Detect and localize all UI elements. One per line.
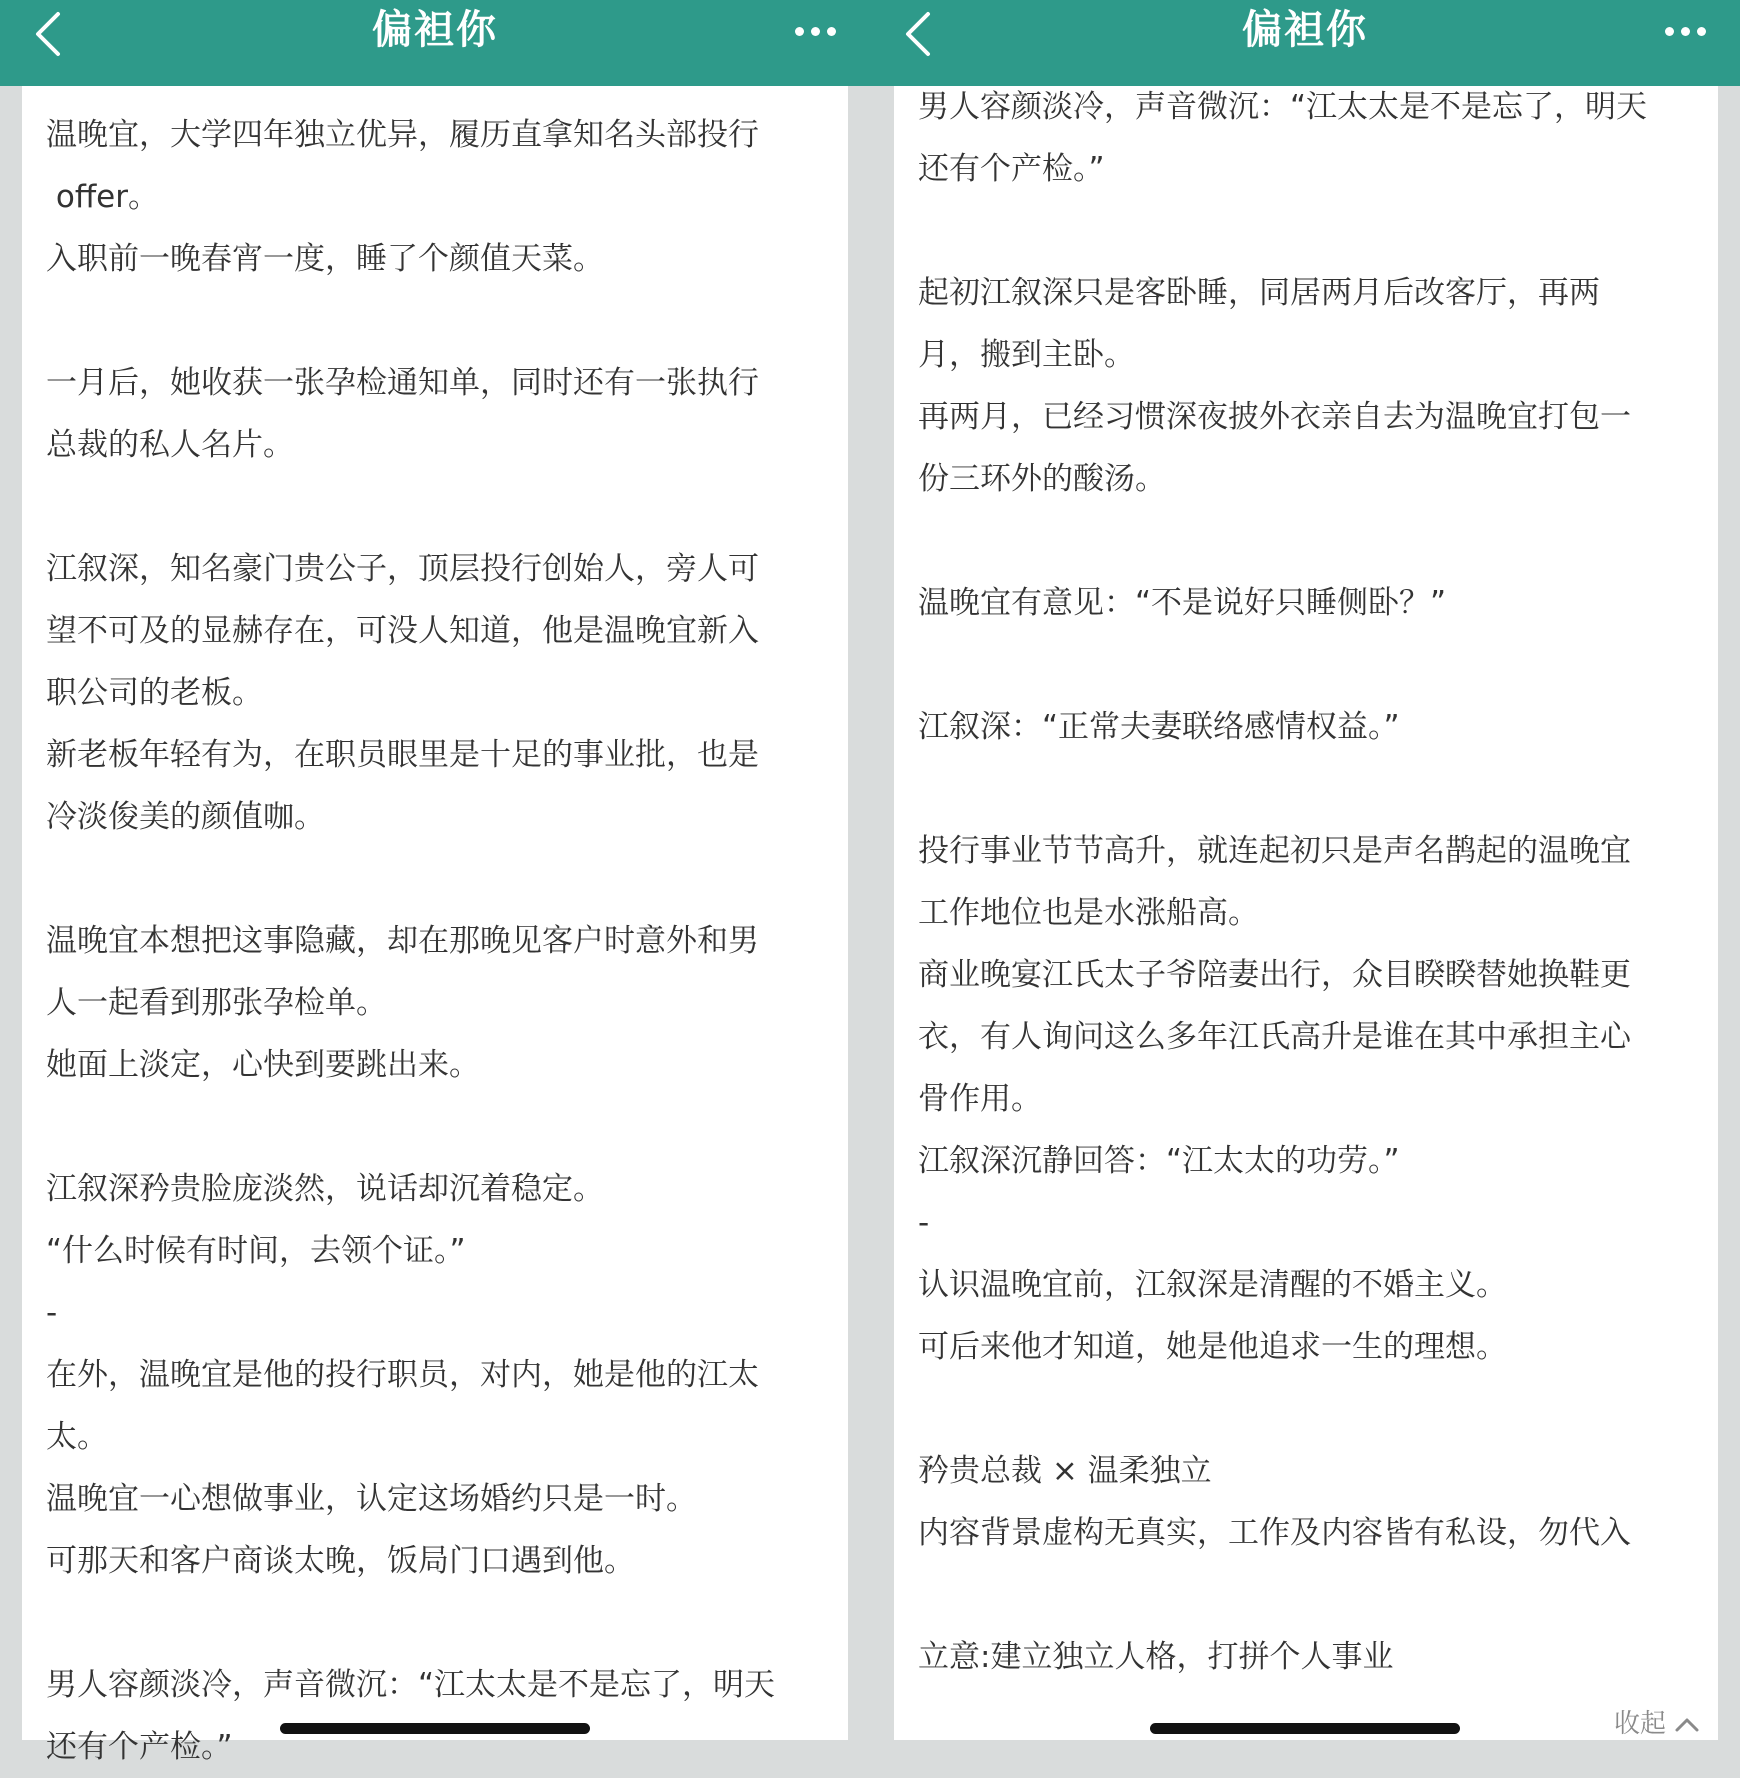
text-line: 温晚宜一心想做事业，认定这场婚约只是一时。	[46, 1481, 697, 1517]
more-button[interactable]	[780, 6, 850, 56]
paragraph-gap	[918, 200, 1694, 262]
paragraph-gap	[918, 510, 1694, 572]
text-line: 在外，温晚宜是他的投行职员，对内，她是他的江太	[46, 1357, 759, 1393]
text-line: -	[46, 1295, 58, 1331]
text-line: 投行事业节节高升，就连起初只是声名鹊起的温晚宜	[918, 833, 1631, 869]
text-line: 再两月，已经习惯深夜披外衣亲自去为温晚宜打包一	[918, 399, 1631, 435]
text-line: 内容背景虚构无真实，工作及内容皆有私设，勿代入	[918, 1515, 1631, 1551]
text-line: 衣，有人询问这么多年江氏高升是谁在其中承担主心	[918, 1019, 1631, 1055]
more-dots-icon	[795, 27, 804, 36]
paragraph-gap	[46, 848, 828, 910]
nav-bar	[0, 0, 870, 86]
paragraph-gap	[918, 758, 1694, 820]
paragraph-gap	[918, 1378, 1694, 1440]
text-line: 男人容颜淡冷，声音微沉：“江太太是不是忘了，明天	[918, 89, 1648, 125]
text-line: 可那天和客户商谈太晚，饭局门口遇到他。	[46, 1543, 635, 1579]
more-dots-icon	[1697, 27, 1706, 36]
text-line: -	[918, 1205, 930, 1241]
more-dots-icon	[827, 27, 836, 36]
text-line: 江叙深沉静回答：“江太太的功劳。”	[918, 1143, 1400, 1179]
page-title: 偏袒你	[372, 7, 498, 53]
paragraph-gap	[46, 476, 828, 538]
text-sheet	[22, 86, 848, 1765]
text-line: 认识温晚宜前，江叙深是清醒的不婚主义。	[918, 1267, 1507, 1303]
synopsis-text	[918, 76, 1694, 1688]
left-phone-screen	[0, 0, 870, 1765]
text-line: 份三环外的酸汤。	[918, 461, 1166, 497]
text-line: offer。	[46, 179, 160, 215]
text-line: 江叙深矜贵脸庞淡然，说话却沉着稳定。	[46, 1171, 604, 1207]
text-line: 骨作用。	[918, 1081, 1042, 1117]
more-dots-icon	[1665, 27, 1674, 36]
text-sheet	[894, 86, 1718, 1740]
right-phone-screen	[870, 0, 1740, 1740]
nav-bar	[870, 0, 1740, 86]
more-dots-icon	[811, 27, 820, 36]
text-line: 江叙深，知名豪门贵公子，顶层投行创始人，旁人可	[46, 551, 759, 587]
more-dots-icon	[1681, 27, 1690, 36]
home-indicator	[1150, 1723, 1460, 1734]
more-button[interactable]	[1650, 6, 1720, 56]
text-line: 总裁的私人名片。	[46, 427, 294, 463]
text-line: 商业晚宴江氏太子爷陪妻出行，众目睽睽替她换鞋更	[918, 957, 1631, 993]
text-line: 江叙深：“正常夫妻联络感情权益。”	[918, 709, 1400, 745]
text-line: 月，搬到主卧。	[918, 337, 1135, 373]
synopsis-text	[46, 104, 828, 1778]
text-line: 温晚宜，大学四年独立优异，履历直拿知名头部投行	[46, 117, 759, 153]
text-line: 还有个产检。”	[918, 151, 1105, 187]
text-line: 矜贵总裁 × 温柔独立	[918, 1453, 1212, 1489]
page-title: 偏袒你	[1242, 7, 1368, 53]
collapse-button[interactable]	[1614, 1704, 1700, 1744]
text-line: 温晚宜本想把这事隐藏，却在那晚见客户时意外和男	[46, 923, 759, 959]
paragraph-gap	[918, 1564, 1694, 1626]
text-line: “什么时候有时间，去领个证。”	[46, 1233, 466, 1269]
text-line: 立意:建立独立人格，打拼个人事业	[918, 1639, 1394, 1675]
text-line: 望不可及的显赫存在，可没人知道，他是温晚宜新入	[46, 613, 759, 649]
text-line: 入职前一晚春宵一度，睡了个颜值天菜。	[46, 241, 604, 277]
chevron-up-icon	[1674, 1715, 1700, 1733]
paragraph-gap	[918, 634, 1694, 696]
paragraph-gap	[46, 1592, 828, 1654]
collapse-label: 收起	[1613, 1709, 1666, 1739]
text-line: 男人容颜淡冷，声音微沉：“江太太是不是忘了，明天	[46, 1667, 776, 1703]
text-line: 一月后，她收获一张孕检通知单，同时还有一张执行	[46, 365, 759, 401]
text-line: 可后来他才知道，她是他追求一生的理想。	[918, 1329, 1507, 1365]
text-line: 还有个产检。”	[46, 1729, 233, 1765]
text-line: 她面上淡定，心快到要跳出来。	[46, 1047, 480, 1083]
paragraph-gap	[46, 290, 828, 352]
text-line: 太。	[46, 1419, 108, 1455]
text-line: 温晚宜有意见：“不是说好只睡侧卧？”	[918, 585, 1447, 621]
text-line: 工作地位也是水涨船高。	[918, 895, 1259, 931]
text-line: 职公司的老板。	[46, 675, 263, 711]
paragraph-gap	[46, 1096, 828, 1158]
home-indicator	[280, 1723, 590, 1734]
text-line: 冷淡俊美的颜值咖。	[46, 799, 325, 835]
text-line: 新老板年轻有为，在职员眼里是十足的事业批，也是	[46, 737, 759, 773]
text-line: 起初江叙深只是客卧睡，同居两月后改客厅，再两	[918, 275, 1600, 311]
text-line: 人一起看到那张孕检单。	[46, 985, 387, 1021]
